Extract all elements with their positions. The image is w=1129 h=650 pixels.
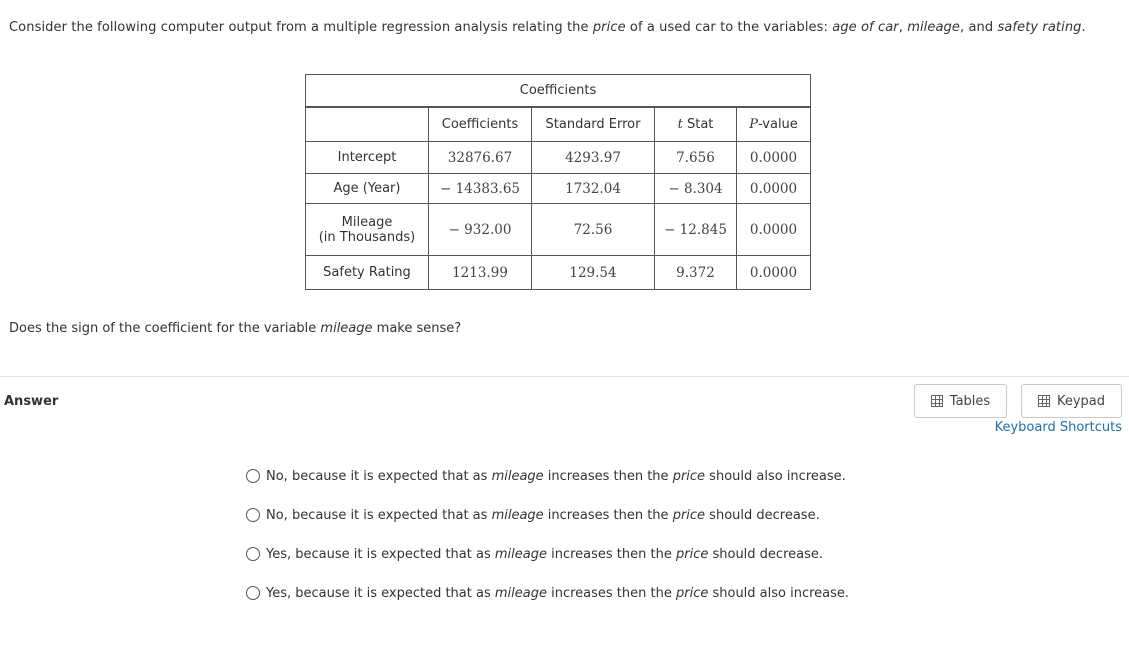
cell-t-stat: − 8.304 xyxy=(655,174,737,204)
radio-button[interactable] xyxy=(246,547,260,561)
cell-t-stat: 9.372 xyxy=(655,256,737,290)
grid-icon xyxy=(1038,395,1050,407)
cell-p-value: 0.0000 xyxy=(737,256,811,290)
regression-output-table xyxy=(305,74,811,290)
row-label-intercept: Intercept xyxy=(306,142,429,174)
header-t-stat: t Stat xyxy=(655,107,737,142)
header-blank xyxy=(306,107,429,142)
radio-button[interactable] xyxy=(246,469,260,483)
option-text: No, because it is expected that as mileage increases then the price should also increase. xyxy=(266,468,846,484)
answer-option-1[interactable] xyxy=(246,467,846,485)
tables-button-label: Tables xyxy=(949,393,991,409)
cell-p-value: 0.0000 xyxy=(737,142,811,174)
option-text: Yes, because it is expected that as mileage increases then the price should decrease. xyxy=(266,546,824,562)
cell-p-value: 0.0000 xyxy=(737,174,811,204)
table-header-row xyxy=(306,107,811,142)
header-p-value: P-value xyxy=(737,107,811,142)
table-row xyxy=(306,142,811,174)
table-row xyxy=(306,204,811,256)
question-prompt: Does the sign of the coefficient for the variable mileage make sense? xyxy=(9,321,462,336)
cell-standard-error: 1732.04 xyxy=(532,174,655,204)
tables-button[interactable] xyxy=(914,384,1007,418)
grid-icon xyxy=(931,395,943,407)
cell-coefficient: 32876.67 xyxy=(429,142,532,174)
row-label-mileage-line2: (in Thousands) xyxy=(318,229,416,245)
cell-coefficient: − 932.00 xyxy=(429,204,532,256)
cell-standard-error: 72.56 xyxy=(532,204,655,256)
radio-button[interactable] xyxy=(246,508,260,522)
answer-option-2[interactable] xyxy=(246,506,820,524)
cell-standard-error: 129.54 xyxy=(532,256,655,290)
cell-coefficient: − 14383.65 xyxy=(429,174,532,204)
table-caption: Coefficients xyxy=(306,75,811,107)
option-text: No, because it is expected that as mileage increases then the price should decrease. xyxy=(266,507,820,523)
cell-t-stat: − 12.845 xyxy=(655,204,737,256)
radio-button[interactable] xyxy=(246,586,260,600)
header-coefficients: Coefficients xyxy=(429,107,532,142)
cell-coefficient: 1213.99 xyxy=(429,256,532,290)
keyboard-shortcuts-link[interactable]: Keyboard Shortcuts xyxy=(994,420,1122,435)
keypad-button[interactable] xyxy=(1021,384,1122,418)
keypad-button-label: Keypad xyxy=(1056,393,1106,409)
row-label-mileage-line1: Mileage xyxy=(341,214,393,230)
row-label-age: Age (Year) xyxy=(306,174,429,204)
cell-t-stat: 7.656 xyxy=(655,142,737,174)
section-divider xyxy=(0,376,1129,377)
row-label-safety-rating: Safety Rating xyxy=(306,256,429,290)
row-label-mileage xyxy=(306,204,429,256)
answer-option-4[interactable] xyxy=(246,584,849,602)
table-row xyxy=(306,174,811,204)
cell-p-value: 0.0000 xyxy=(737,204,811,256)
header-standard-error: Standard Error xyxy=(532,107,655,142)
answer-option-3[interactable] xyxy=(246,545,823,563)
table-row xyxy=(306,256,811,290)
answer-label: Answer xyxy=(4,394,59,409)
cell-standard-error: 4293.97 xyxy=(532,142,655,174)
option-text: Yes, because it is expected that as mileage increases then the price should also increase. xyxy=(266,585,850,601)
question-text: Consider the following computer output from a multiple regression analysis relating the price of a used car to the variables: age of car, mileage, and safety rating. xyxy=(9,20,1086,35)
